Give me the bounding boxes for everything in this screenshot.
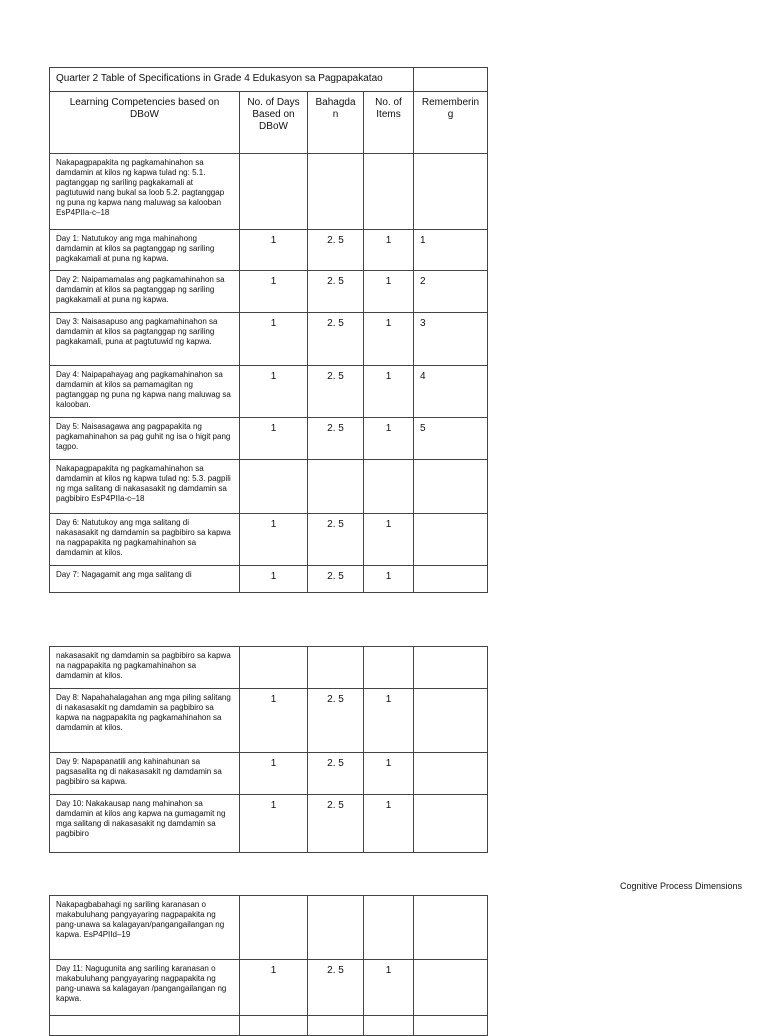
table-row xyxy=(50,271,488,313)
days-cell: 1 xyxy=(240,271,308,313)
remembering-cell xyxy=(414,514,488,566)
items-cell: 1 xyxy=(364,418,414,460)
days-cell: 1 xyxy=(240,313,308,366)
bahagdan-cell: 2. 5 xyxy=(308,418,364,460)
remembering-cell xyxy=(414,960,488,1016)
header-bahagdan: Bahagdan xyxy=(308,92,364,154)
days-cell: 1 xyxy=(240,514,308,566)
competency-cell: Day 1: Natutukoy ang mga mahinahong damdamin at kilos sa pagtanggap ng sariling pagkakamali at puna ng kapwa. xyxy=(50,230,240,271)
bahagdan-cell xyxy=(308,1016,364,1036)
bahagdan-cell: 2. 5 xyxy=(308,313,364,366)
remembering-cell xyxy=(414,154,488,230)
competency-cell xyxy=(50,1016,240,1036)
items-cell xyxy=(364,896,414,960)
items-cell: 1 xyxy=(364,566,414,593)
items-cell: 1 xyxy=(364,753,414,795)
specifications-table-page-3 xyxy=(49,895,488,1036)
cognitive-process-dimensions-label: Cognitive Process Dimensions xyxy=(620,881,743,891)
competency-cell: Day 5: Naisasagawa ang pagpapakita ng pagkamahinahon sa pag guhit ng isa o higit pang tagpo. xyxy=(50,418,240,460)
remembering-cell xyxy=(414,1016,488,1036)
competency-cell: Day 3: Naisasapuso ang pagkamahinahon sa damdamin at kilos sa pagtanggap ng sariling pagkakamali, puna at pagtutuwid ng kapwa. xyxy=(50,313,240,366)
remembering-cell xyxy=(414,753,488,795)
remembering-cell xyxy=(414,647,488,689)
bahagdan-cell xyxy=(308,647,364,689)
competency-cell: Day 11: Nagugunita ang sariling karanasan o makabuluhang pangyayaring nagpapakita ng pang-unawa sa kalagayan /pangangailangan ng kapwa. xyxy=(50,960,240,1016)
header-remembering: Remembering xyxy=(414,92,488,154)
days-cell: 1 xyxy=(240,960,308,1016)
header-competencies: Learning Competencies based on DBoW xyxy=(50,92,240,154)
table-row xyxy=(50,514,488,566)
table-row xyxy=(50,566,488,593)
competency-cell: Day 8: Napahahalagahan ang mga piling salitang di nakasasakit ng damdamin sa pagbibiro sa kapwa na nagpapakita ng pagkamahinahon sa damdamin at kilos. xyxy=(50,689,240,753)
competency-cell: Day 4: Naipapahayag ang pagkamahinahon sa damdamin at kilos sa pamamagitan ng pagtanggap ng puna ng kapwa nang maluwag sa kalooban. xyxy=(50,366,240,418)
table-row xyxy=(50,418,488,460)
bahagdan-cell: 2. 5 xyxy=(308,753,364,795)
bahagdan-cell: 2. 5 xyxy=(308,366,364,418)
days-cell xyxy=(240,896,308,960)
days-cell: 1 xyxy=(240,689,308,753)
table-row xyxy=(50,795,488,853)
competency-cell: Nakapagpapakita ng pagkamahinahon sa damdamin at kilos ng kapwa tulad ng: 5.1. pagtanggap ng sariling pagkakamali at pagtutuwid nang bukal sa loob 5.2. pagtanggap ng puna ng kapwa nang maluwag sa kalooban EsP4PIIa-c–18 xyxy=(50,154,240,230)
table-row xyxy=(50,366,488,418)
remembering-cell: 4 xyxy=(414,366,488,418)
items-cell: 1 xyxy=(364,313,414,366)
items-cell xyxy=(364,154,414,230)
competency-cell: Day 7: Nagagamit ang mga salitang di xyxy=(50,566,240,593)
days-cell: 1 xyxy=(240,795,308,853)
remembering-cell xyxy=(414,460,488,514)
competency-cell: Day 9: Napapanatili ang kahinahunan sa pagsasalita ng di nakasasakit ng damdamin sa pagbibiro sa kapwa. xyxy=(50,753,240,795)
competency-cell: Day 6: Natutukoy ang mga salitang di nakasasakit ng damdamin sa pagbibiro sa kapwa na nagpapakita ng pagkamahinahon sa damdamin at kilos. xyxy=(50,514,240,566)
table-row xyxy=(50,313,488,366)
items-cell: 1 xyxy=(364,689,414,753)
days-cell xyxy=(240,1016,308,1036)
days-cell xyxy=(240,154,308,230)
header-days: No. of Days Based on DBoW xyxy=(240,92,308,154)
bahagdan-cell: 2. 5 xyxy=(308,271,364,313)
competency-cell: Day 2: Naipamamalas ang pagkamahinahon sa damdamin at kilos sa pagtanggap ng sariling pagkakamali at puna ng kapwa. xyxy=(50,271,240,313)
competency-cell: Day 10: Nakakausap nang mahinahon sa damdamin at kilos ang kapwa na gumagamit ng mga salitang di nakasasakit ng damdamin sa pagbibiro xyxy=(50,795,240,853)
days-cell: 1 xyxy=(240,753,308,795)
bahagdan-cell xyxy=(308,460,364,514)
bahagdan-cell: 2. 5 xyxy=(308,795,364,853)
remembering-cell xyxy=(414,689,488,753)
bahagdan-cell: 2. 5 xyxy=(308,689,364,753)
remembering-cell: 3 xyxy=(414,313,488,366)
days-cell: 1 xyxy=(240,566,308,593)
bahagdan-cell: 2. 5 xyxy=(308,514,364,566)
bahagdan-cell: 2. 5 xyxy=(308,960,364,1016)
days-cell xyxy=(240,460,308,514)
table-row xyxy=(50,647,488,689)
empty-cell xyxy=(414,68,488,92)
items-cell: 1 xyxy=(364,271,414,313)
table-row xyxy=(50,460,488,514)
header-items: No. of Items xyxy=(364,92,414,154)
competency-cell: Nakapagpapakita ng pagkamahinahon sa damdamin at kilos ng kapwa tulad ng: 5.3. pagpili ng mga salitang di nakasasakit ng damdamin sa pagbibiro EsP4PIIa-c–18 xyxy=(50,460,240,514)
table-title: Quarter 2 Table of Specifications in Grade 4 Edukasyon sa Pagpapakatao xyxy=(50,68,414,92)
days-cell: 1 xyxy=(240,230,308,271)
items-cell: 1 xyxy=(364,366,414,418)
bahagdan-cell xyxy=(308,896,364,960)
days-cell xyxy=(240,647,308,689)
remembering-cell: 1 xyxy=(414,230,488,271)
items-cell xyxy=(364,1016,414,1036)
remembering-cell xyxy=(414,795,488,853)
table-row xyxy=(50,230,488,271)
specifications-table-page-2 xyxy=(49,646,488,853)
table-row xyxy=(50,154,488,230)
remembering-cell: 2 xyxy=(414,271,488,313)
table-row xyxy=(50,960,488,1016)
days-cell: 1 xyxy=(240,366,308,418)
days-cell: 1 xyxy=(240,418,308,460)
bahagdan-cell: 2. 5 xyxy=(308,230,364,271)
competency-cell: Nakapagbabahagi ng sariling karanasan o makabuluhang pangyayaring nagpapakita ng pang-unawa sa kalagayan/pangangailangan ng kapwa. EsP4PIId–19 xyxy=(50,896,240,960)
table-row xyxy=(50,896,488,960)
items-cell: 1 xyxy=(364,514,414,566)
remembering-cell: 5 xyxy=(414,418,488,460)
table-row xyxy=(50,1016,488,1036)
competency-cell: nakasasakit ng damdamin sa pagbibiro sa kapwa na nagpapakita ng pagkamahinahon sa damdamin at kilos. xyxy=(50,647,240,689)
items-cell xyxy=(364,647,414,689)
table-row xyxy=(50,689,488,753)
items-cell: 1 xyxy=(364,230,414,271)
items-cell: 1 xyxy=(364,960,414,1016)
bahagdan-cell xyxy=(308,154,364,230)
bahagdan-cell: 2. 5 xyxy=(308,566,364,593)
items-cell xyxy=(364,460,414,514)
specifications-table-page-1 xyxy=(49,67,488,593)
remembering-cell xyxy=(414,566,488,593)
table-row xyxy=(50,753,488,795)
remembering-cell xyxy=(414,896,488,960)
items-cell: 1 xyxy=(364,795,414,853)
